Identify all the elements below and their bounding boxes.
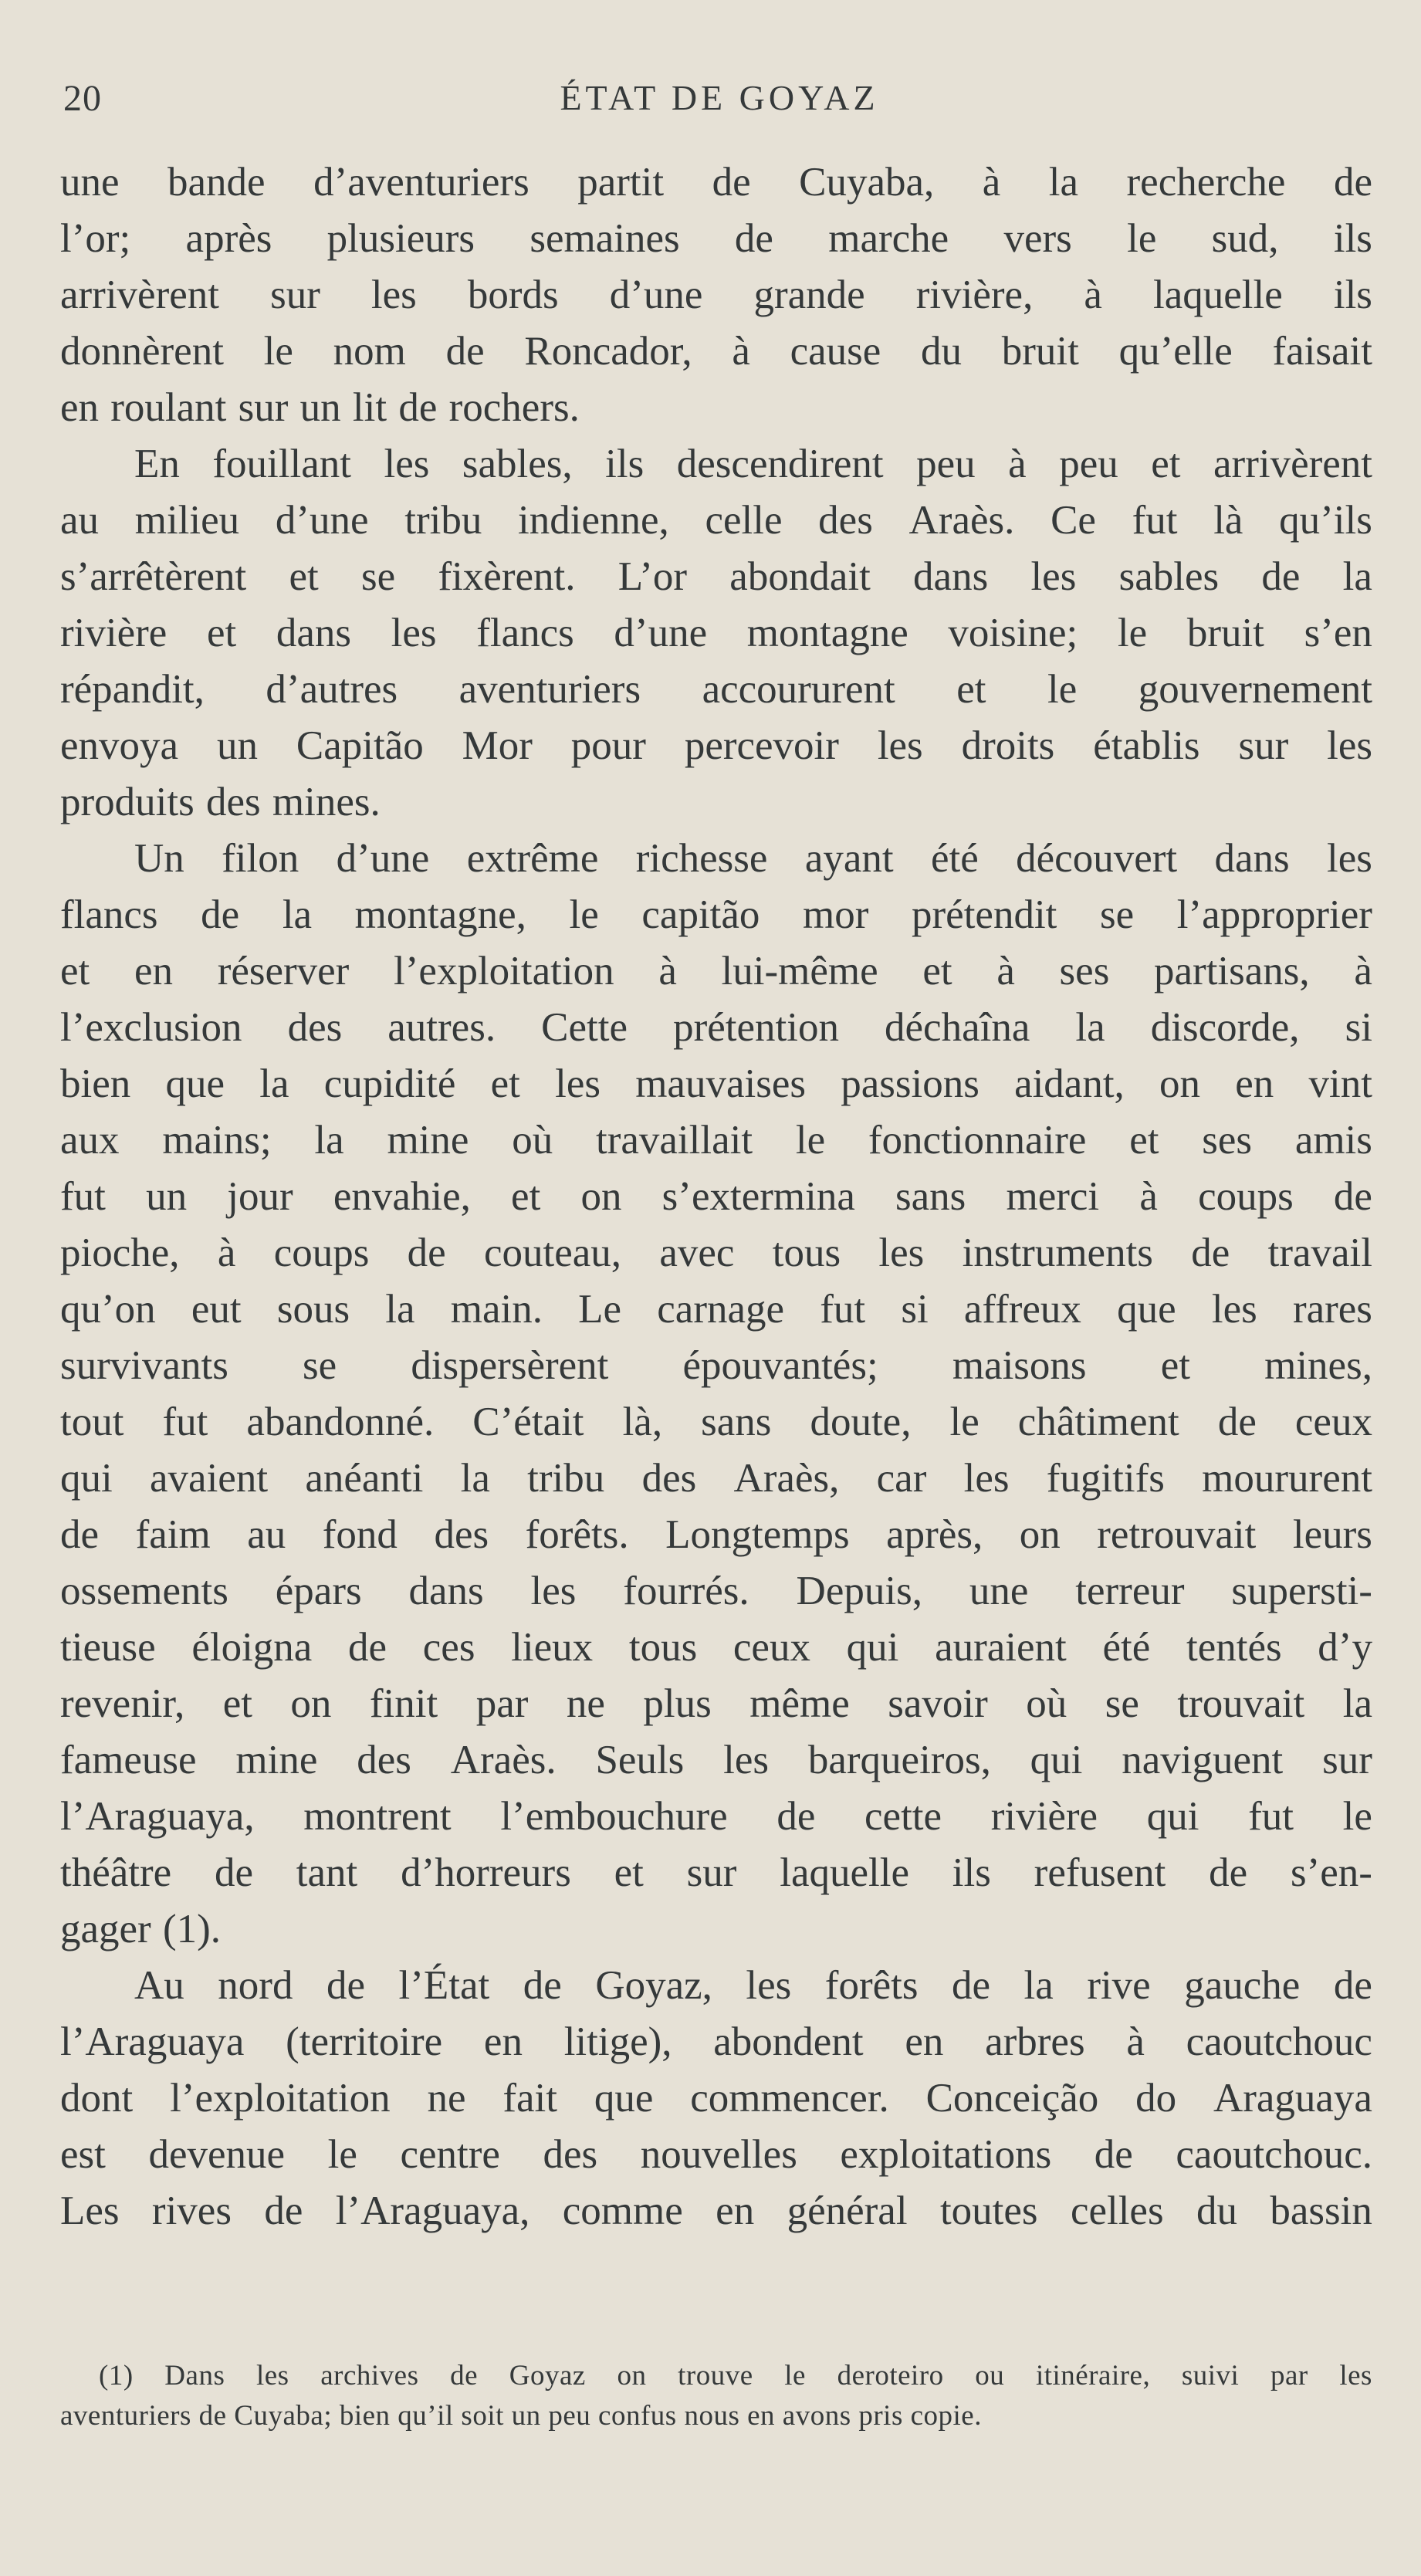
text-line: pioche, à coups de couteau, avec tous les instruments de travail <box>60 1230 1372 1275</box>
text-line: En fouillant les sables, ils descendirent peu à peu et arrivèrent <box>134 442 1372 486</box>
text-line: une bande d’aventuriers partit de Cuyaba, à la recherche de <box>60 160 1372 205</box>
text-line: est devenue le centre des nouvelles exploitations de caoutchouc. <box>60 2132 1372 2177</box>
text-line: de faim au fond des forêts. Longtemps après, on retrouvait leurs <box>60 1512 1372 1557</box>
page-header <box>63 77 1375 139</box>
text-line: survivants se dispersèrent épouvantés; maisons et mines, <box>60 1343 1372 1388</box>
text-line: rivière et dans les flancs d’une montagne voisine; le bruit s’en <box>60 611 1372 655</box>
text-line: envoya un Capitão Mor pour percevoir les droits établis sur les <box>60 723 1372 768</box>
footnote-line <box>60 2396 1372 2436</box>
text-line: donnèrent le nom de Roncador, à cause du bruit qu’elle faisait <box>60 329 1372 374</box>
text-line: théâtre de tant d’horreurs et sur laquelle ils refusent de s’en- <box>60 1850 1372 1895</box>
text-line: au milieu d’une tribu indienne, celle des Araès. Ce fut là qu’ils <box>60 498 1372 543</box>
text-line: l’exclusion des autres. Cette prétention déchaîna la discorde, si <box>60 1005 1372 1050</box>
footnote-line: (1) Dans les archives de Goyaz on trouve le deroteiro ou itinéraire, suivi par les <box>99 2360 1372 2392</box>
text-line: revenir, et on finit par ne plus même savoir où se trouvait la <box>60 1681 1372 1726</box>
text-line <box>60 1901 1372 1958</box>
text-line: aux mains; la mine où travaillait le fonctionnaire et ses amis <box>60 1118 1372 1163</box>
text-line: fut un jour envahie, et on s’extermina sans merci à coups de <box>60 1174 1372 1219</box>
text-line: ossements épars dans les fourrés. Depuis, une terreur supersti- <box>60 1569 1372 1613</box>
footnote-text: aventuriers de Cuyaba; bien qu’il soit un peu confus nous en avons pris copie. <box>60 2400 982 2432</box>
text-line: Au nord de l’État de Goyaz, les forêts de la rive gauche de <box>134 1963 1372 2008</box>
text-line: tieuse éloigna de ces lieux tous ceux qui auraient été tentés d’y <box>60 1625 1372 1670</box>
text-line <box>60 774 1372 831</box>
text-line <box>60 380 1372 436</box>
text-line: dont l’exploitation ne fait que commencer. Conceição do Araguaya <box>60 2076 1372 2121</box>
text-line: fameuse mine des Araès. Seuls les barqueiros, qui naviguent sur <box>60 1738 1372 1782</box>
line-text: gager (1). <box>60 1907 221 1951</box>
text-line: Un filon d’une extrême richesse ayant été découvert dans les <box>134 836 1372 881</box>
text-line: répandit, d’autres aventuriers accoururent et le gouvernement <box>60 667 1372 712</box>
running-head: ÉTAT DE GOYAZ <box>560 78 879 117</box>
text-line: Les rives de l’Araguaya, comme en général toutes celles du bassin <box>60 2188 1372 2233</box>
text-line: l’or; après plusieurs semaines de marche vers le sud, ils <box>60 216 1372 261</box>
page-number: 20 <box>63 78 102 119</box>
text-line: s’arrêtèrent et se fixèrent. L’or abondait dans les sables de la <box>60 554 1372 599</box>
text-line: l’Araguaya (territoire en litige), abondent en arbres à caoutchouc <box>60 2019 1372 2064</box>
text-line: l’Araguaya, montrent l’embouchure de cette rivière qui fut le <box>60 1794 1372 1839</box>
text-line: qui avaient anéanti la tribu des Araès, car les fugitifs moururent <box>60 1456 1372 1501</box>
text-line: qu’on eut sous la main. Le carnage fut si affreux que les rares <box>60 1287 1372 1332</box>
text-line: arrivèrent sur les bords d’une grande rivière, à laquelle ils <box>60 272 1372 317</box>
text-line: et en réserver l’exploitation à lui-même et à ses partisans, à <box>60 949 1372 994</box>
line-text: produits des mines. <box>60 780 381 824</box>
text-line: tout fut abandonné. C’était là, sans doute, le châtiment de ceux <box>60 1400 1372 1444</box>
footnotes <box>60 2356 1372 2436</box>
text-line: bien que la cupidité et les mauvaises passions aidant, on en vint <box>60 1061 1372 1106</box>
text-line: flancs de la montagne, le capitão mor prétendit se l’approprier <box>60 892 1372 937</box>
line-text: en roulant sur un lit de rochers. <box>60 385 580 430</box>
body-text <box>60 154 1372 2239</box>
